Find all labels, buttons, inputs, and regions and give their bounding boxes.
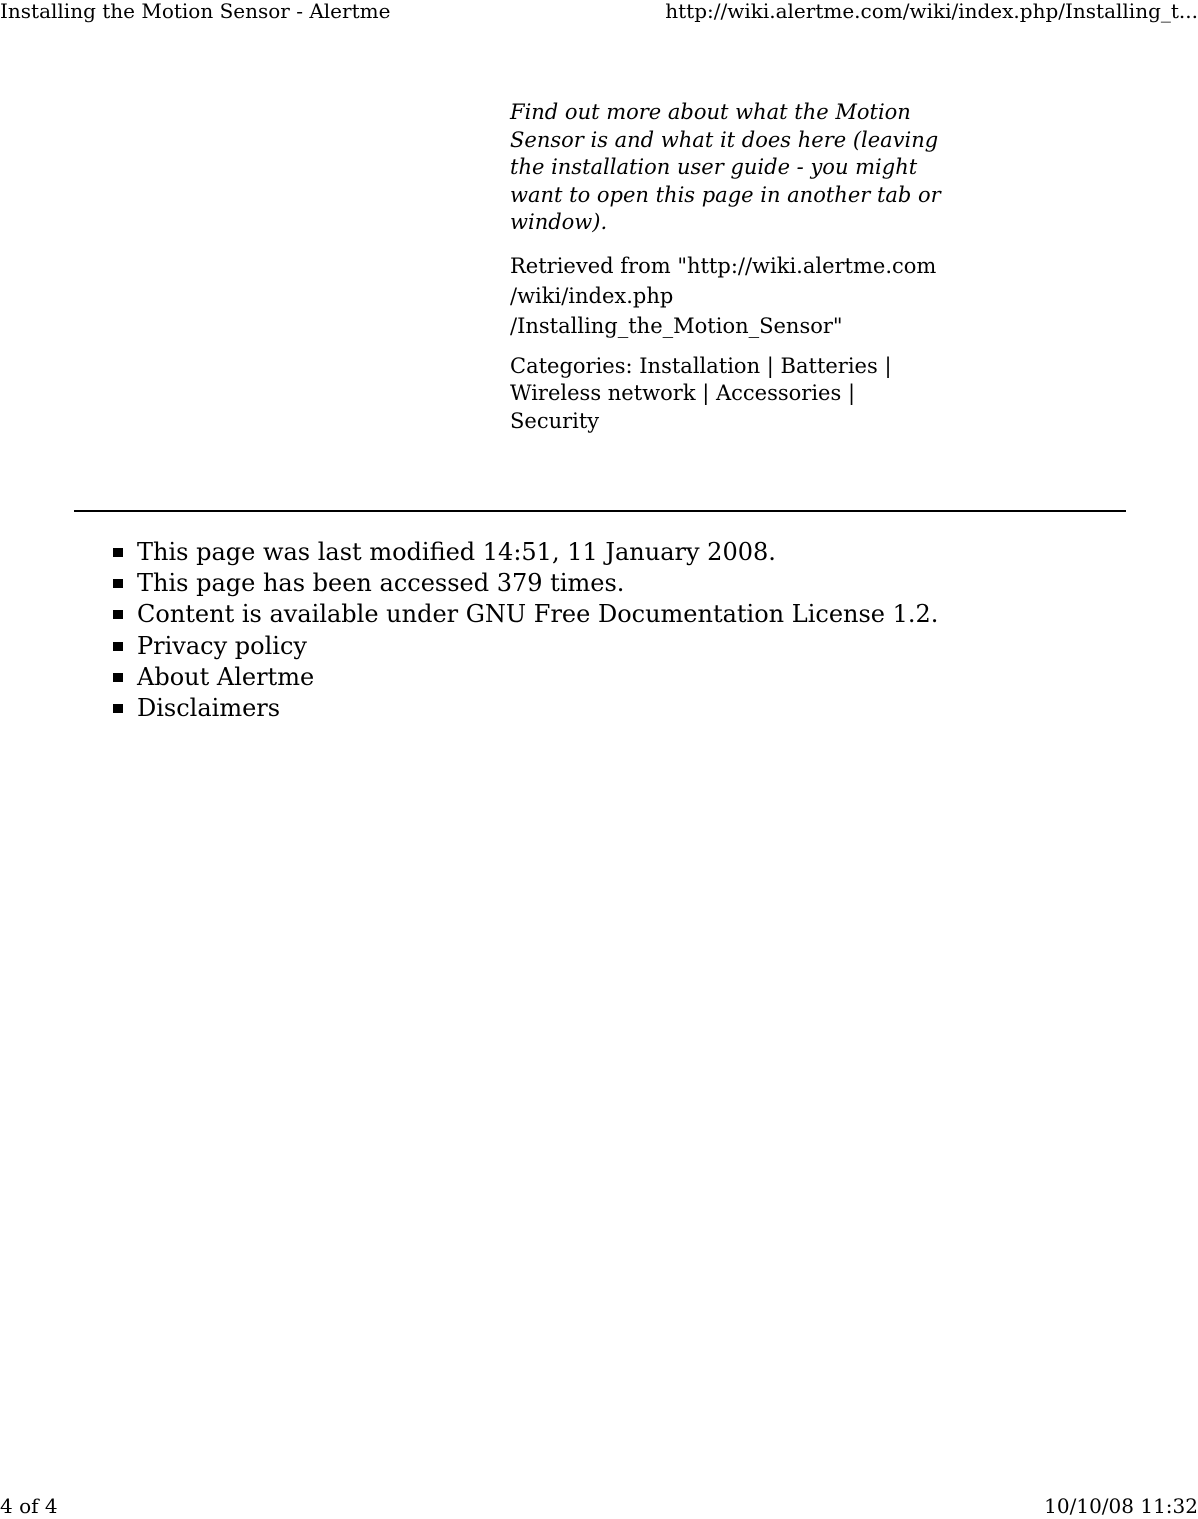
category-link-security[interactable]: Security <box>510 408 600 433</box>
privacy-policy-link[interactable]: Privacy policy <box>137 631 307 660</box>
footer-item-license <box>110 599 938 630</box>
category-separator: | <box>760 353 781 378</box>
disclaimers-link[interactable]: Disclaimers <box>137 694 281 723</box>
retrieved-line: Retrieved from "http://wiki.alertme.com <box>510 253 937 278</box>
square-bullet-icon <box>113 642 123 651</box>
about-alertme-link[interactable]: About Alertme <box>137 662 315 691</box>
motion-sensor-note: Find out more about what the Motion Sensor is and what it does here (leaving the installation user guide - you might want to open this page in another tab or window). <box>510 100 941 234</box>
footer-item-disclaimers <box>110 693 938 724</box>
square-bullet-icon <box>113 610 123 619</box>
print-header-title: Installing the Motion Sensor - Alertme <box>0 0 391 23</box>
category-link-batteries[interactable]: Batteries <box>780 353 878 378</box>
print-header-url: http://wiki.alertme.com/wiki/index.php/Installing_t... <box>665 0 1198 23</box>
category-link-wireless-network[interactable]: Wireless network <box>510 381 696 405</box>
categories <box>510 353 950 436</box>
category-separator: | <box>695 381 716 405</box>
footer-item-text: This page has been accessed 379 times. <box>137 569 625 598</box>
square-bullet-icon <box>113 704 123 713</box>
retrieved-line: /Installing_the_Motion_Sensor" <box>510 313 843 338</box>
category-link-accessories[interactable]: Accessories <box>715 381 842 405</box>
category-separator: | <box>877 353 892 378</box>
square-bullet-icon <box>113 579 123 588</box>
retrieved-line: /wiki/index.php <box>510 283 674 308</box>
categories-label: Categories: <box>510 353 633 378</box>
footer-item-about <box>110 662 938 693</box>
category-link-installation[interactable]: Installation <box>639 353 761 378</box>
footer-item-text: This page was last modified 14:51, 11 January 2008. <box>137 538 776 566</box>
footer-list <box>110 537 938 724</box>
print-footer-datetime: 10/10/08 11:32 <box>1044 1494 1198 1518</box>
footer-item-last-modified <box>110 537 938 568</box>
footer-item-access-count <box>110 568 938 599</box>
horizontal-rule <box>74 510 1126 512</box>
category-separator: | <box>841 381 856 405</box>
square-bullet-icon <box>113 548 123 557</box>
square-bullet-icon <box>113 673 123 682</box>
footer-item-privacy-policy <box>110 631 938 662</box>
page-content <box>510 99 990 435</box>
footer-item-text: Content is available under GNU Free Documentation License 1.2. <box>137 600 939 629</box>
retrieved-from <box>510 251 990 341</box>
print-footer-page: 4 of 4 <box>0 1494 58 1518</box>
